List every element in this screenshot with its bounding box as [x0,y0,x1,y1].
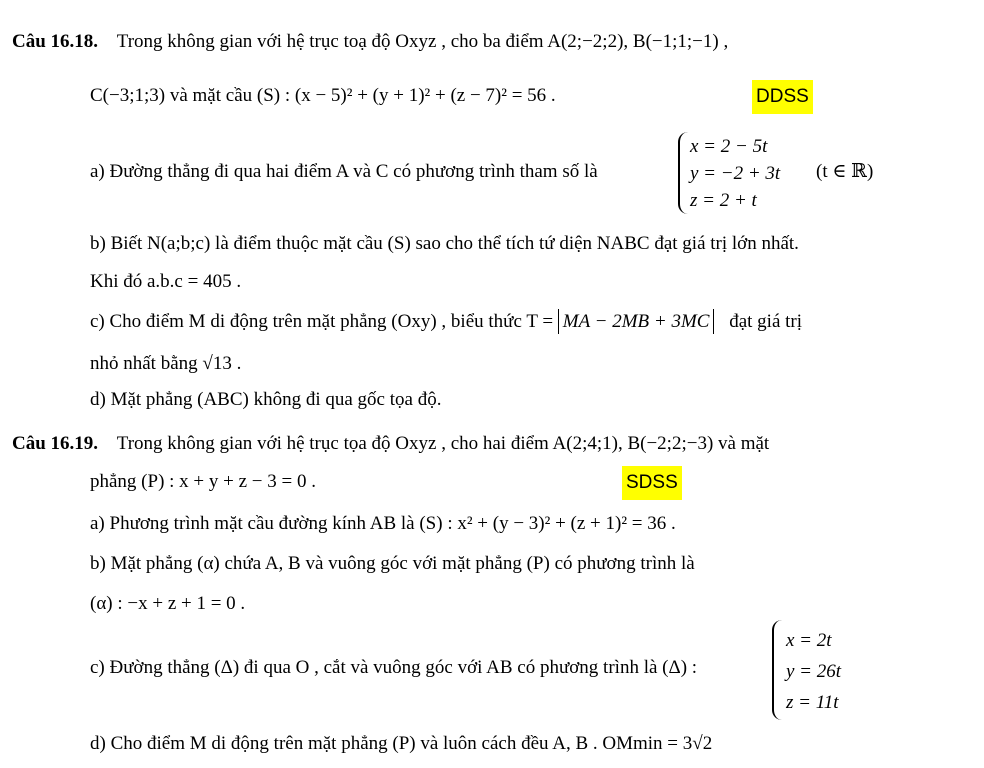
q1-part-b-line-2: Khi đó a.b.c = 405 . [90,271,242,292]
q2-answer-badge: SDSS [622,466,682,500]
q1-answer-badge: DDSS [752,80,813,114]
q2-part-c-text: c) Đường thẳng (Δ) đi qua O , cắt và vuông góc với AB có phương trình là (Δ) : [90,657,698,678]
q1-part-a-domain: (t ∈ ℝ) [816,161,874,182]
q2-part-c-brace [772,620,784,720]
q2-part-b-line-2: (α) : −x + z + 1 = 0 . [90,593,246,614]
q1-part-a-brace [678,132,690,214]
q1-part-d-line: d) Mặt phẳng (ABC) không đi qua gốc tọa độ. [90,389,442,410]
q2-part-c-system [786,625,841,718]
q2-part-b-line-1: b) Mặt phẳng (α) chứa A, B và vuông góc với mặt phẳng (P) có phương trình là [90,553,695,574]
q1-part-a-system [690,133,780,214]
q2-intro-line-2: phẳng (P) : x + y + z − 3 = 0 . [90,471,316,492]
q1-part-c-vector-expression: MA − 2MB + 3MC [558,309,715,334]
q2-part-d-line: d) Cho điểm M di động trên mặt phẳng (P) và luôn cách đều A, B . OMmin = 3√2 [90,733,713,754]
q2-intro-1: Trong không gian với hệ trục tọa độ Oxyz , cho hai điểm A(2;4;1), B(−2;2;−3) và mặt [116,433,770,454]
q1-part-b-line-1: b) Biết N(a;b;c) là điểm thuộc mặt cầu (S) sao cho thể tích tứ diện NABC đạt giá trị lớn nhất. [90,233,799,254]
q1-part-c-line-1 [90,310,802,334]
q1-intro-1: Trong không gian với hệ trục toạ độ Oxyz , cho ba điểm A(2;−2;2), B(−1;1;−1) , [116,31,729,52]
q1-title: Câu 16.18. [12,31,99,52]
q1-part-a-eq1: x = 2 − 5t [690,136,768,157]
q2-part-c-eq2: y = 26t [786,661,842,682]
q1-part-a-text: a) Đường thẳng đi qua hai điểm A và C có phương trình tham số là [90,161,598,182]
q2-title: Câu 16.19. [12,433,99,454]
q1-intro-line-1 [12,30,728,54]
q1-intro-line-2: C(−3;1;3) và mặt cầu (S) : (x − 5)² + (y + 1)² + (z − 7)² = 56 . [90,85,556,106]
q1-part-c-line-2: nhỏ nhất bằng √13 . [90,353,242,374]
q2-part-c-eq3: z = 11t [786,692,839,713]
q1-part-a-eq3: z = 2 + t [690,190,757,211]
q2-intro-line-1 [12,432,769,456]
q1-part-c-pre: c) Cho điểm M di động trên mặt phẳng (Oxy) , biểu thức T = [90,311,554,332]
q2-part-a-line: a) Phương trình mặt cầu đường kính AB là (S) : x² + (y − 3)² + (z + 1)² = 36 . [90,513,676,534]
q1-part-c-post: đạt giá trị [729,311,803,332]
q2-part-c-eq1: x = 2t [786,630,832,651]
q1-part-a-eq2: y = −2 + 3t [690,163,781,184]
